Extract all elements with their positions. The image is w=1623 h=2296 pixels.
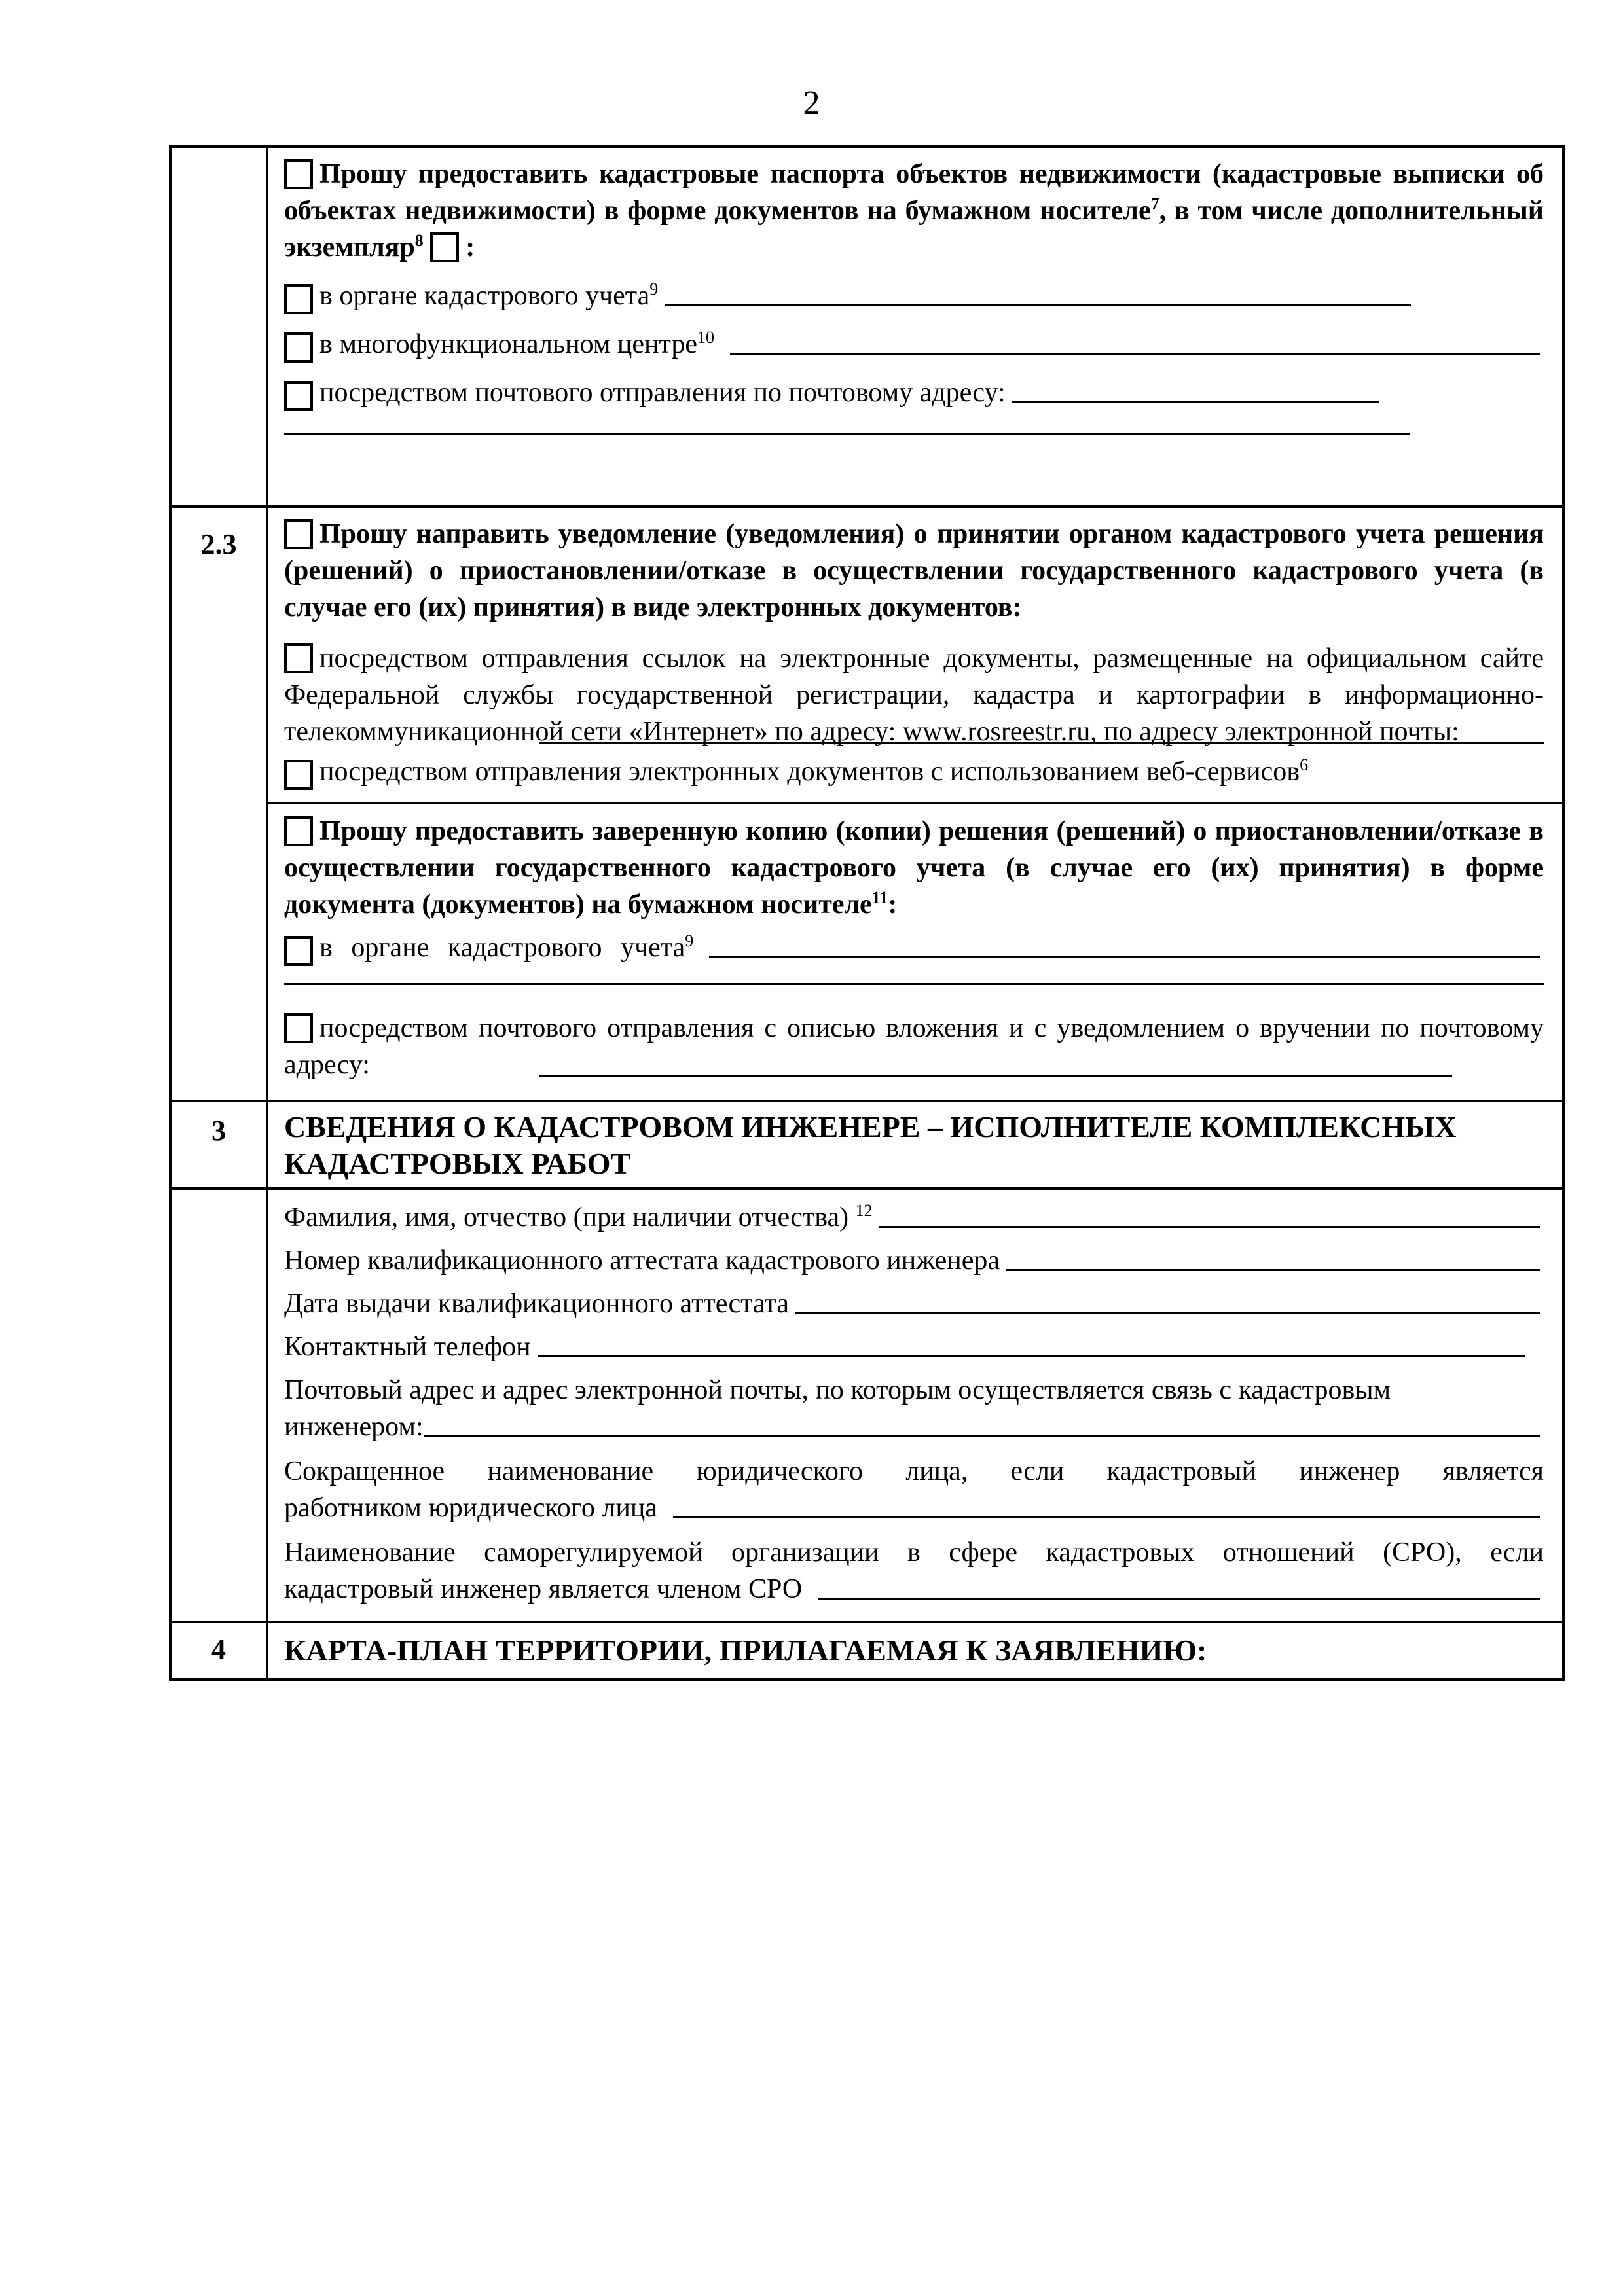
copy-option-post: посредством почтового отправления с описью вложения и с уведомлением о вручении по почтовому адресу: [284, 1013, 1544, 1080]
cadastral-office-checkbox[interactable] [284, 284, 313, 314]
sro-field[interactable] [818, 1598, 1540, 1600]
page-number: 2 [803, 84, 820, 122]
copy-cadastral-office-field-2[interactable] [284, 983, 1544, 985]
notification-checkbox[interactable] [284, 519, 313, 549]
section-4-row [170, 1622, 1563, 1679]
copy-post-checkbox[interactable] [284, 1013, 313, 1043]
option-web-services: посредством отправления электронных документов с использованием веб-сервисов$^6$ [284, 753, 1544, 790]
section-number-3: 3 [170, 1101, 267, 1189]
notification-heading: Прошу направить уведомление (уведомления) о принятии органом кадастрового учета решения (решений) о приостановлении/отказе в осуществлении государственного кадастрового учета (в случае его (их) принятия) в виде электронных документов: [284, 519, 1544, 622]
links-checkbox[interactable] [284, 643, 313, 673]
territory-map-heading: КАРТА-ПЛАН ТЕРРИТОРИИ, ПРИЛАГАЕМАЯ К ЗАЯВЛЕНИЮ: [267, 1622, 1563, 1679]
phone-field[interactable] [538, 1355, 1525, 1357]
section-3-heading-row [170, 1101, 1563, 1189]
copy-post-address-field[interactable] [539, 1075, 1452, 1077]
cadastral-office-field[interactable] [665, 304, 1411, 306]
certificate-date-field[interactable] [795, 1312, 1540, 1314]
mfc-field[interactable] [730, 353, 1540, 355]
section-2-3 [170, 507, 1563, 1101]
paper-passports-checkbox[interactable] [284, 159, 313, 189]
section-number-2-3: 2.3 [170, 507, 267, 1101]
copy-option-cadastral-office: в органе кадастрового учета$^9$ [284, 929, 1544, 966]
option-mfc: в многофункциональном центре$^{10}$ [284, 326, 1544, 363]
post-checkbox[interactable] [284, 381, 313, 411]
section-3-fields: Фамилия, имя, отчество (при наличии отчества) $^{12}$ Номер квалификационного аттестата кадастрового инженера Дата выдачи квалификационного аттестата Контактный телефон Почтовый адрес и адрес электронной почты, по которым осуществляется связь с кадастровым инженером: Сокращенное наименование юридического лица, если кадастровый инженер является работником юридического лица Наименование саморегулируемой организации в сфере кадастровых отношений (СРО), если кадастровый инженер является членом СРО [170, 1189, 1563, 1622]
extra-copy-checkbox[interactable] [430, 232, 459, 262]
post-address-field-2[interactable] [284, 433, 1410, 435]
option-cadastral-office: в органе кадастрового учета$^9$ [284, 278, 1544, 314]
full-name-field[interactable] [879, 1226, 1540, 1228]
paper-passports-heading: Прошу предоставить кадастровые паспорта объектов недвижимости (кадастровые выписки об объектах недвижимости) в форме документов на бумажном носителе$^7$, в том числе дополнительный экземпляр$^8$ : [284, 159, 1544, 262]
certificate-number-field[interactable] [1006, 1269, 1540, 1271]
post-address-field[interactable] [1012, 401, 1379, 403]
copy-cadastral-office-field[interactable] [709, 956, 1540, 958]
certified-copy-heading: Прошу предоставить заверенную копию (копии) решения (решений) о приостановлении/отказе в осуществлении государственного кадастрового учета (в случае его (их) принятия) в форме документа (документов) на бумажном носителе$^{11}$: [284, 816, 1544, 920]
mfc-checkbox[interactable] [284, 332, 313, 363]
web-services-checkbox[interactable] [284, 760, 313, 790]
application-form-table [169, 145, 1565, 1681]
cadastral-engineer-heading: СВЕДЕНИЯ О КАДАСТРОВОМ ИНЖЕНЕРЕ – ИСПОЛНИТЕЛЕ КОМПЛЕКСНЫХ КАДАСТРОВЫХ РАБОТ [267, 1101, 1563, 1189]
legal-entity-field[interactable] [673, 1516, 1540, 1518]
contact-address-field[interactable] [424, 1435, 1540, 1437]
section-paper-passports [170, 147, 1563, 507]
section-number-empty [170, 147, 267, 507]
section-number-4: 4 [170, 1622, 267, 1679]
option-post: посредством почтового отправления по почтовому адресу: [284, 374, 1544, 411]
certified-copy-checkbox[interactable] [284, 816, 313, 846]
option-links: посредством отправления ссылок на электронные документы, размещенные на официальном сайте Федеральной службы государственной регистрации, кадастра и картографии в информационно-телекоммуникационной сети «Интернет» по адресу: www.rosreestr.ru, по адресу электронной почты: [284, 643, 1544, 747]
copy-cadastral-office-checkbox[interactable] [284, 936, 313, 966]
